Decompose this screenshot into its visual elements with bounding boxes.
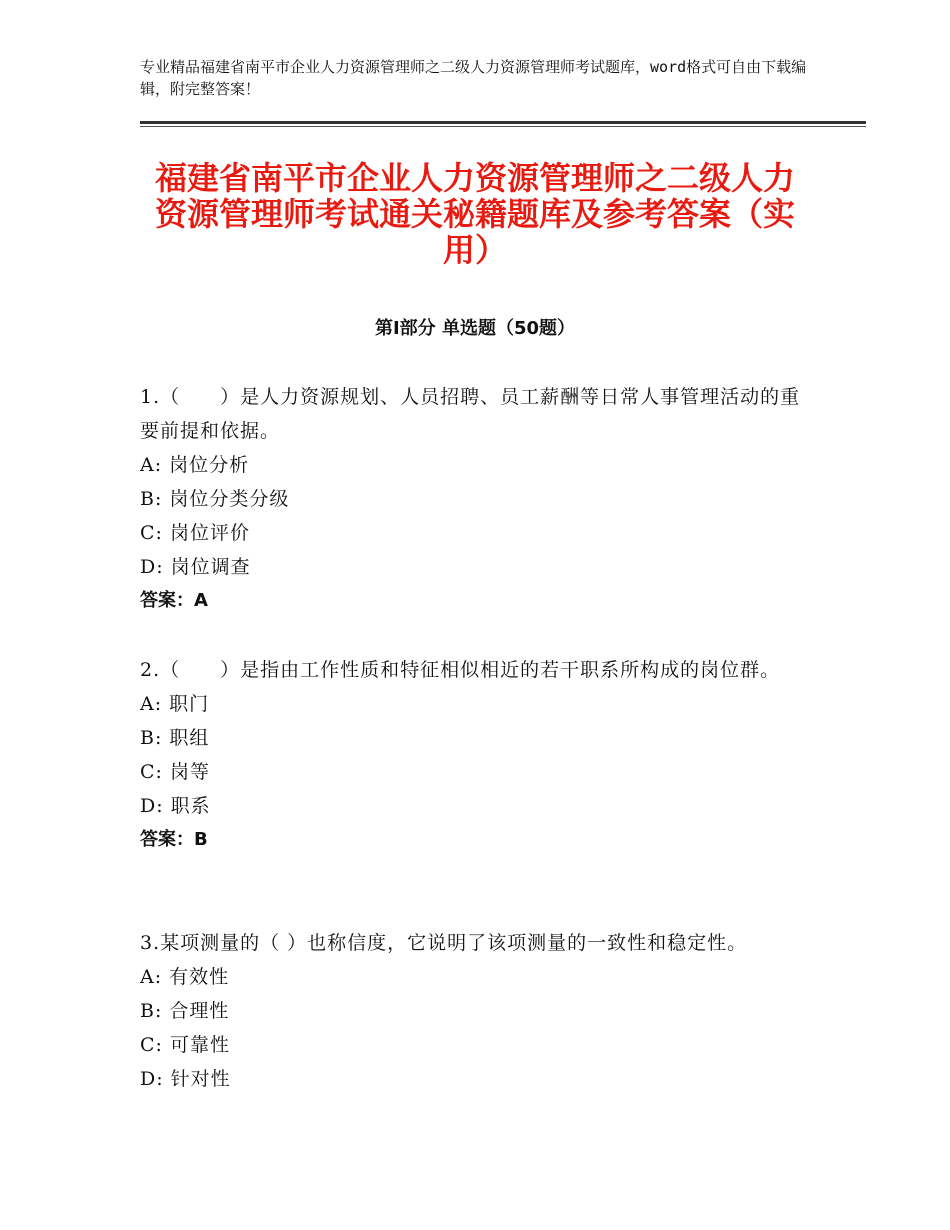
option-d: D: 职系 [140,795,211,817]
section-title: 第Ⅰ部分 单选题（50题） [374,318,575,339]
option-c: C: 可靠性 [140,1034,230,1056]
option-a: A: 有效性 [140,966,230,988]
option-b: B: 合理性 [140,1000,230,1022]
option-d: D: 针对性 [140,1068,231,1090]
header-divider-thin [140,126,866,127]
answer: 答案：A [140,590,208,611]
document-title: 福建省南平市企业人力资源管理师之二级人力资源管理师考试通关秘籍题库及参考答案（实用） [154,159,795,269]
option-c: C: 岗位评价 [140,522,250,544]
option-a: A: 岗位分析 [140,454,250,476]
question-stem: 2.（ ）是指由工作性质和特征相似相近的若干职系所构成的岗位群。 [140,659,781,681]
option-b: B: 岗位分类分级 [140,488,290,510]
header-divider-thick [140,121,866,124]
question-3 [140,926,820,1096]
answer: 答案：B [140,829,208,850]
header-note: 专业精品福建省南平市企业人力资源管理师之二级人力资源管理师考试题库，word格式可自由下载编辑，附完整答案！ [140,58,807,98]
option-b: B: 职组 [140,727,210,749]
option-c: C: 岗等 [140,761,210,783]
option-a: A: 职门 [140,693,210,715]
question-stem: 1.（ ）是人力资源规划、人员招聘、员工薪酬等日常人事管理活动的重要前提和依据。 [140,386,801,442]
question-2 [140,653,820,857]
option-d: D: 岗位调查 [140,556,251,578]
question-1 [140,380,820,618]
question-stem: 3.某项测量的（ ）也称信度，它说明了该项测量的一致性和稳定性。 [140,932,748,954]
